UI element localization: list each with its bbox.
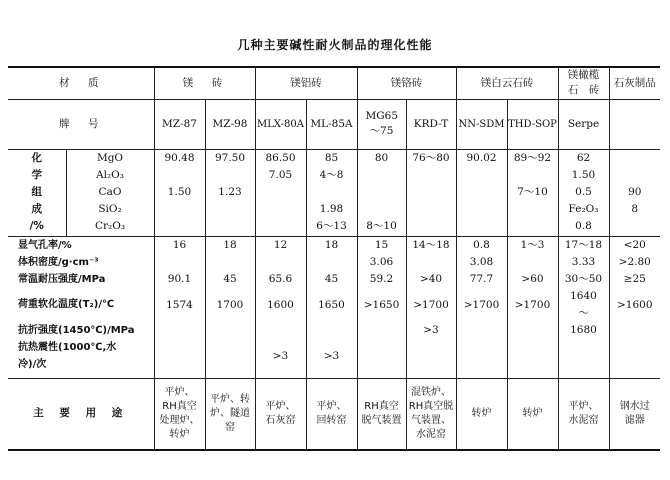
chem-col-0: 90.48 1.50 <box>154 149 205 236</box>
table-title: 几种主要碱性耐火制品的理化性能 <box>237 38 433 52</box>
group-magnesia-chrome: 镁铬砖 <box>357 67 456 99</box>
phys-col-5: 14～18 >40 >1700 >3 <box>406 236 456 378</box>
material-label: 材 质 <box>8 67 154 99</box>
grade-cell: MZ-98 <box>205 99 255 149</box>
grade-cell: ML-85A <box>306 99 357 149</box>
chem-side-label <box>8 149 66 236</box>
phys-col-1: 18 45 1700 <box>205 236 255 378</box>
phys-col-0: 16 90.1 1574 <box>154 236 205 378</box>
usage-cell: 平炉、RH真空处理炉、转炉 <box>154 378 205 450</box>
usage-cell: 转炉 <box>456 378 507 450</box>
chem-col-1: 97.50 1.23 <box>205 149 255 236</box>
usage-label: 主 要 用 途 <box>8 378 154 450</box>
chem-col-7: 89～92 7～10 <box>507 149 558 236</box>
chem-col-8: 62 1.50 0.5 Fe₂O₃ 0.8 <box>558 149 609 236</box>
group-magnesia-alumina: 镁铝砖 <box>255 67 357 99</box>
property-bulk-density: 体积密度/g·cm⁻³ <box>18 256 99 268</box>
usage-cell: 平炉、水泥窑 <box>558 378 609 450</box>
phys-col-3: 18 45 1650 >3 <box>306 236 357 378</box>
side-char: 学 <box>31 169 42 181</box>
property-refractoriness-under-load: 荷重软化温度(T₂)/℃ <box>18 298 115 310</box>
chem-col-6: 90.02 <box>456 149 507 236</box>
usage-cell: 钢水过滤器 <box>609 378 660 450</box>
grade-cell: MLX-80A <box>255 99 306 149</box>
usage-cell: RH真空脱气装置 <box>357 378 406 450</box>
usage-row <box>8 378 660 450</box>
usage-cell: 转炉 <box>507 378 558 450</box>
chem-components <box>66 149 154 236</box>
component-cao: CaO <box>98 186 122 198</box>
refractory-properties-table <box>8 66 660 451</box>
grade-cell: Serpe <box>558 99 609 149</box>
property-labels <box>8 236 154 378</box>
grade-cell: THD-SOP <box>507 99 558 149</box>
physical-properties-row <box>8 236 660 378</box>
component-al2o3: Al₂O₃ <box>96 169 124 181</box>
group-magnesia: 镁 砖 <box>154 67 255 99</box>
group-forsterite: 镁橄榄石 砖 <box>558 67 609 99</box>
phys-col-9: <20 >2.80 ≥25 >1600 <box>609 236 660 378</box>
grade-cell: MZ-87 <box>154 99 205 149</box>
usage-cell: 平炉、回转窑 <box>306 378 357 450</box>
phys-col-2: 12 65.6 1600 >3 <box>255 236 306 378</box>
component-cr2o3: Cr₂O₃ <box>94 220 126 232</box>
side-char: 成 <box>31 203 42 215</box>
property-crushing-strength: 常温耐压强度/MPa <box>18 273 106 285</box>
chem-col-9: 90 8 <box>609 149 660 236</box>
chem-col-5: 76～80 <box>406 149 456 236</box>
grade-cell: NN-SDM <box>456 99 507 149</box>
chem-col-4: 80 8～10 <box>357 149 406 236</box>
group-lime: 石灰制品 <box>609 67 660 99</box>
side-char: /% <box>29 220 44 232</box>
property-porosity: 显气孔率/% <box>18 239 72 251</box>
grade-cell: KRD-T <box>406 99 456 149</box>
chem-col-3: 85 4～8 1.98 6～13 <box>306 149 357 236</box>
chem-col-2: 86.50 7.05 <box>255 149 306 236</box>
usage-cell: 平炉、石灰窑 <box>255 378 306 450</box>
side-char: 组 <box>31 186 42 198</box>
chem-composition-row <box>8 149 660 236</box>
material-row <box>8 67 660 99</box>
phys-col-4: 15 3.06 59.2 >1650 <box>357 236 406 378</box>
usage-cell: 混铁炉、RH真空脱气装置、水泥窑 <box>406 378 456 450</box>
component-sio2: SiO₂ <box>98 203 122 215</box>
phys-col-7: 1～3 >60 >1700 <box>507 236 558 378</box>
phys-col-8: 17～18 3.33 30～50 1640～1680 <box>558 236 609 378</box>
group-magnesia-dolomite: 镁白云石砖 <box>456 67 558 99</box>
usage-cell: 平炉、转炉、隧道窑 <box>205 378 255 450</box>
component-mgo: MgO <box>96 152 124 164</box>
property-modulus-of-rupture: 抗折强度(1450℃)/MPa <box>18 324 135 336</box>
grade-cell <box>609 99 660 149</box>
grade-row <box>8 99 660 149</box>
phys-col-6: 0.8 3.08 77.7 >1700 <box>456 236 507 378</box>
grade-label: 牌 号 <box>8 99 154 149</box>
side-char: 化 <box>31 152 42 164</box>
property-thermal-shock: 抗热震性(1000℃,水冷)/次 <box>18 341 117 370</box>
grade-cell: MG65～75 <box>357 99 406 149</box>
